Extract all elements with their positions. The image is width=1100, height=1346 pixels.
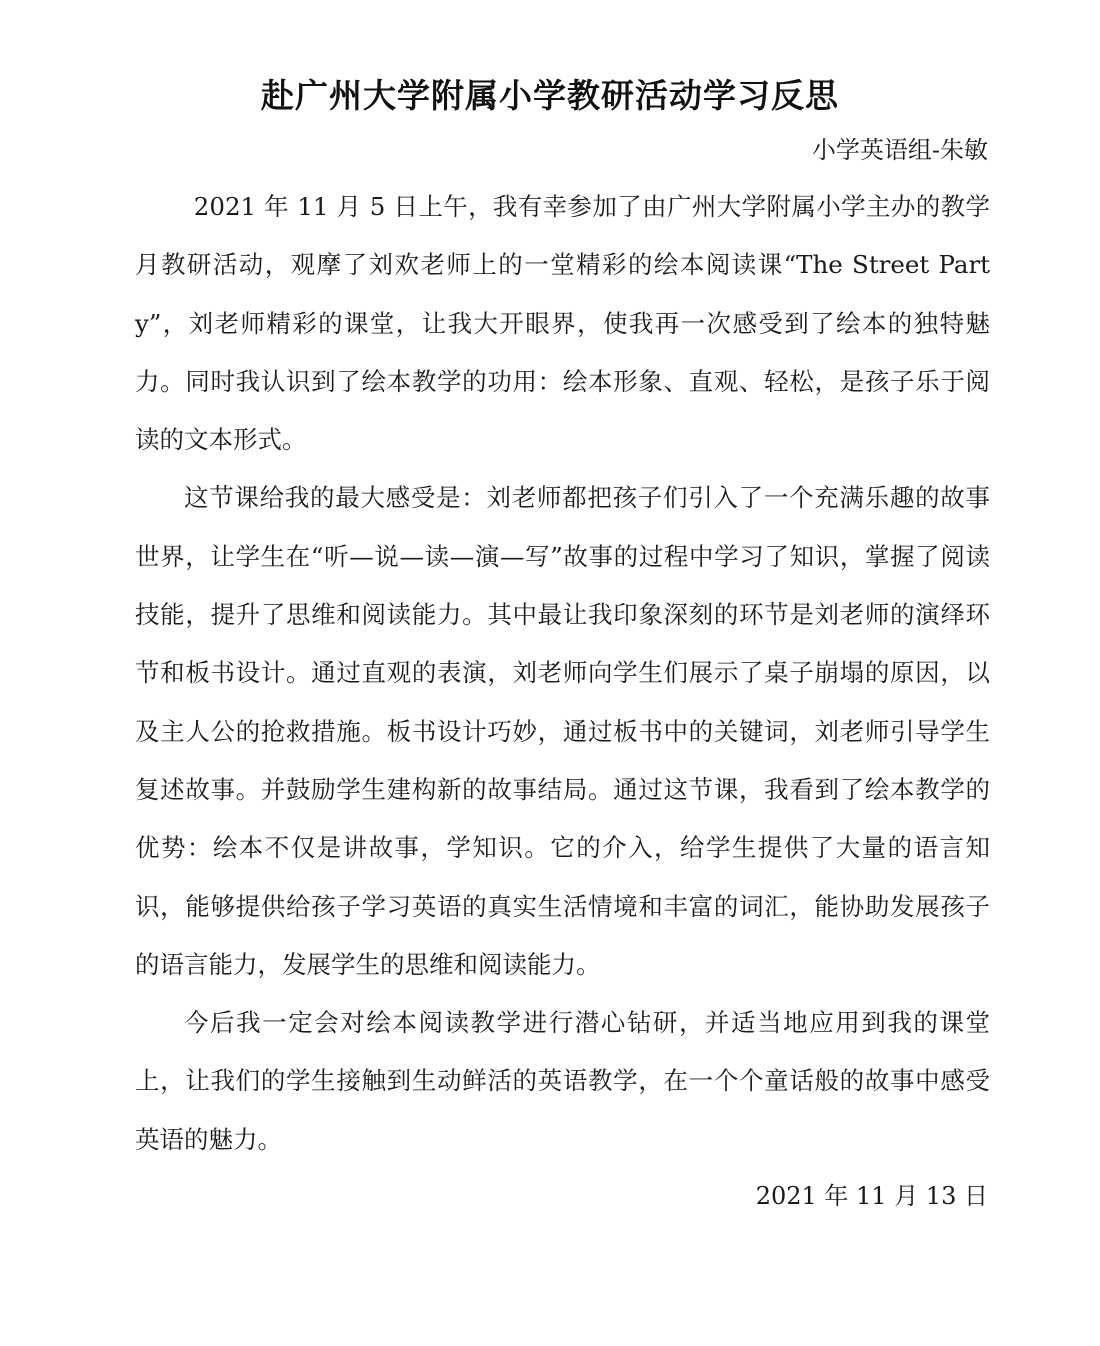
- document-date: 2021 年 11 月 13 日: [755, 1182, 988, 1210]
- document-body: [135, 178, 990, 1169]
- author-line: 小学英语组-朱敏: [811, 136, 988, 164]
- paragraph-1: 2021 年 11 月 5 日上午，我有幸参加了由广州大学附属小学主办的教学月教研活动，观摩了刘欢老师上的一堂精彩的绘本阅读课“The Street Party”，刘老师精彩的课堂，让我大开眼界，使我再一次感受到了绘本的独特魅力。同时我认识到了绘本教学的功用：绘本形象、直观、轻松，是孩子乐于阅读的文本形式。: [135, 192, 990, 455]
- paragraph-3: 今后我一定会对绘本阅读教学进行潜心钻研，并适当地应用到我的课堂上，让我们的学生接触到生动鲜活的英语教学，在一个个童话般的故事中感受英语的魅力。: [135, 1008, 990, 1154]
- paragraph-2: 这节课给我的最大感受是：刘老师都把孩子们引入了一个充满乐趣的故事世界，让学生在“听—说—读—演—写”故事的过程中学习了知识，掌握了阅读技能，提升了思维和阅读能力。其中最让我印象深刻的环节是刘老师的演绎环节和板书设计。通过直观的表演，刘老师向学生们展示了桌子崩塌的原因，以及主人公的抢救措施。板书设计巧妙，通过板书中的关键词，刘老师引导学生复述故事。并鼓励学生建构新的故事结局。通过这节课，我看到了绘本教学的优势：绘本不仅是讲故事，学知识。它的介入，给学生提供了大量的语言知识，能够提供给孩子学习英语的真实生活情境和丰富的词汇，能协助发展孩子的语言能力，发展学生的思维和阅读能力。: [135, 483, 990, 979]
- document-title: 赴广州大学附属小学教研活动学习反思: [261, 76, 839, 115]
